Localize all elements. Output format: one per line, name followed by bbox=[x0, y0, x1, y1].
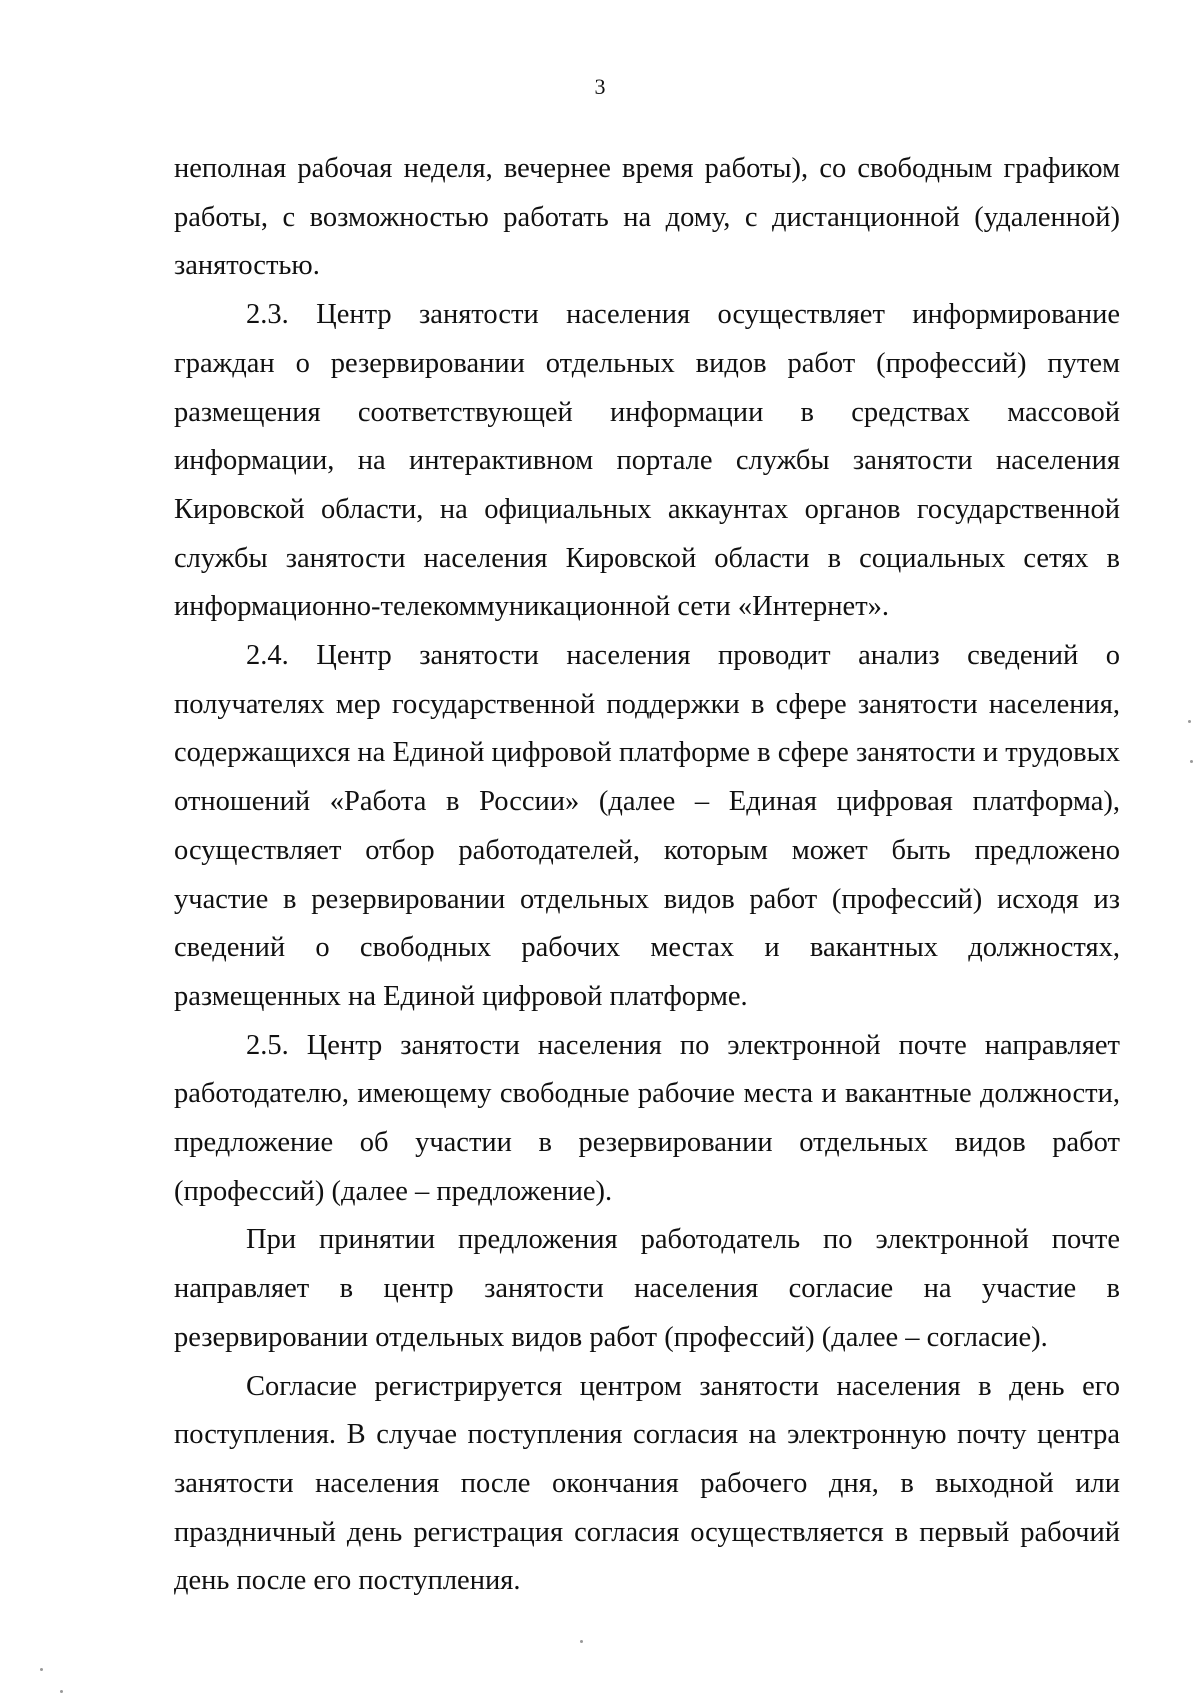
paragraph-2-3: 2.3. Центр занятости населения осуществляет информирование граждан о резервировании отдельных видов работ (профессий) путем размещения соответствующей информации в средствах массовой информации, на интерактивном портале службы занятости населения Кировской области, на официальных аккаунтах органов государственной службы занятости населения Кировской области в социальных сетях в информационно-телекоммуникационной сети «Интернет». bbox=[174, 299, 1120, 623]
page-number: 3 bbox=[594, 74, 606, 99]
paragraph-acceptance: При принятии предложения работодатель по электронной почте направляет в центр занятости населения согласие на участие в резервировании отдельных видов работ (профессий) (далее – согласие). bbox=[174, 1224, 1120, 1353]
scan-speck bbox=[60, 1690, 63, 1693]
paragraph-2-5: 2.5. Центр занятости населения по электронной почте направляет работодателю, имеющему свободные рабочие места и вакантные должности, предложение об участии в резервировании отдельных видов работ (профессий) (далее – предложение). bbox=[174, 1029, 1120, 1207]
paragraph-registration: Согласие регистрируется центром занятости населения в день его поступления. В случае поступления согласия на электронную почту центра занятости населения после окончания рабочего дня, в выходной или праздничный день регистрация согласия осуществляется в первый рабочий день после его поступления. bbox=[174, 1370, 1120, 1597]
scan-speck bbox=[40, 1668, 43, 1671]
scan-speck bbox=[580, 1640, 583, 1643]
paragraph-continuation: неполная рабочая неделя, вечернее время работы), со свободным графиком работы, с возможностью работать на дому, с дистанционной (удаленной) занятостью. bbox=[174, 153, 1120, 282]
document-body bbox=[174, 145, 1120, 1606]
scan-speck bbox=[1188, 720, 1191, 723]
scan-speck bbox=[1190, 760, 1193, 763]
paragraph-2-4: 2.4. Центр занятости населения проводит анализ сведений о получателях мер государственной поддержки в сфере занятости населения, содержащихся на Единой цифровой платформе в сфере занятости и трудовых отношений «Работа в России» (далее – Единая цифровая платформа), осуществляет отбор работодателей, которым может быть предложено участие в резервировании отдельных видов работ (профессий) исходя из сведений о свободных рабочих местах и вакантных должностях, размещенных на Единой цифровой платформе. bbox=[174, 640, 1120, 1012]
